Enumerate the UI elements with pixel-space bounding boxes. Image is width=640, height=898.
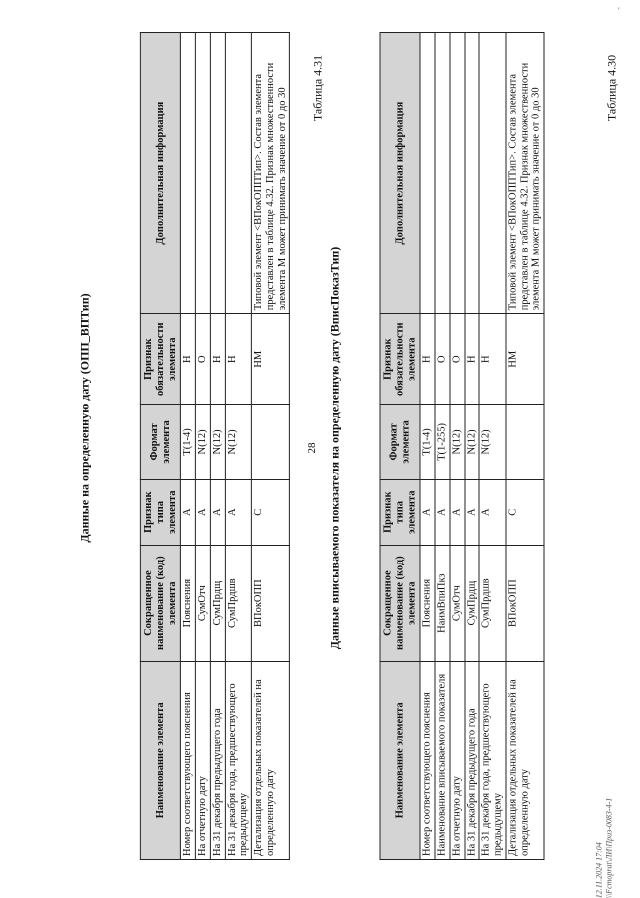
- cell-format: [506, 405, 544, 479]
- table-row: [479, 33, 506, 860]
- cell-type: А: [420, 479, 435, 545]
- header-type: Признак типа элемента: [140, 479, 180, 545]
- table-number-4-30: Таблица 4.30: [604, 54, 619, 122]
- cell-name: На 31 декабря года, предшествующего предыдущему: [479, 661, 506, 859]
- cell-type: А: [450, 479, 465, 545]
- cell-required: О: [435, 314, 450, 405]
- header-info: Дополнительная информация: [140, 33, 180, 314]
- table-4-30-container: [140, 32, 290, 860]
- table-row: [465, 33, 480, 860]
- cell-required: Н: [420, 314, 435, 405]
- cell-name: Номер соответствующего пояснения: [181, 661, 196, 859]
- document-footer: [595, 798, 616, 898]
- table-4-31: [380, 32, 545, 860]
- footer-timestamp: 12.11.2024 17:04: [594, 842, 604, 898]
- table-row: [225, 33, 252, 860]
- cell-info: [195, 33, 210, 314]
- table-header-row: [380, 33, 420, 860]
- table-row: [195, 33, 210, 860]
- table-4-30: [140, 32, 290, 860]
- cell-type: А: [465, 479, 480, 545]
- header-code: Сокращенное наименование (код) элемента: [140, 545, 180, 661]
- cell-name: Номер соответствующего пояснения: [420, 661, 435, 859]
- cell-type: А: [210, 479, 225, 545]
- table-row: [450, 33, 465, 860]
- cell-code: СумПрдшв: [479, 545, 506, 661]
- cell-type: С: [251, 479, 289, 545]
- cell-format: N(12): [450, 405, 465, 479]
- cell-info: [210, 33, 225, 314]
- header-format: Формат элемента: [140, 405, 180, 479]
- table-caption-4-30: Данные на определенную дату (ОПП_ВПТип): [77, 293, 92, 543]
- cell-required: Н: [225, 314, 252, 405]
- header-format: Формат элемента: [380, 405, 420, 479]
- cell-required: Н: [465, 314, 480, 405]
- cell-format: T(1-255): [435, 405, 450, 479]
- cell-info: [465, 33, 480, 314]
- table-row: [435, 33, 450, 860]
- table-4-31-container: [380, 32, 545, 860]
- header-name: Наименование элемента: [380, 661, 420, 859]
- header-name: Наименование элемента: [140, 661, 180, 859]
- cell-name: На отчетную дату: [450, 661, 465, 859]
- cell-info: [420, 33, 435, 314]
- cell-format: N(12): [210, 405, 225, 479]
- cell-format: N(12): [225, 405, 252, 479]
- cell-type: А: [435, 479, 450, 545]
- cell-code: ВПокОПП: [506, 545, 544, 661]
- cell-type: А: [225, 479, 252, 545]
- table-header-row: [140, 33, 180, 860]
- cell-type: А: [479, 479, 506, 545]
- cell-code: СумОтч: [450, 545, 465, 661]
- header-required: Признак обязательности элемента: [380, 314, 420, 405]
- cell-name: Детализация отдельных показателей на определенную дату: [506, 661, 544, 859]
- cell-info: [435, 33, 450, 314]
- header-code: Сокращенное наименование (код) элемента: [380, 545, 420, 661]
- table-number-4-31: Таблица 4.31: [310, 54, 325, 122]
- cell-code: СумОтч: [195, 545, 210, 661]
- table-row: [210, 33, 225, 860]
- cell-code: СумПрдшв: [225, 545, 252, 661]
- cell-format: [251, 405, 289, 479]
- cell-code: Пояснения: [420, 545, 435, 661]
- page-number: 28: [306, 442, 318, 454]
- table-row: [251, 33, 289, 860]
- cell-code: СумПрдщ: [465, 545, 480, 661]
- cell-format: T(1-4): [420, 405, 435, 479]
- table-caption-4-31: Данные вписываемого показателя на определенную дату (ВписПоказТип): [327, 246, 342, 650]
- corner-mark: ': [618, 6, 620, 16]
- cell-required: НМ: [251, 314, 289, 405]
- cell-name: На 31 декабря предыдущего года: [210, 661, 225, 859]
- cell-type: С: [506, 479, 544, 545]
- cell-required: О: [195, 314, 210, 405]
- cell-required: Н: [479, 314, 506, 405]
- cell-required: Н: [181, 314, 196, 405]
- cell-name: Детализация отдельных показателей на определенную дату: [251, 661, 289, 859]
- cell-info: [450, 33, 465, 314]
- cell-code: НаимВпиПкз: [435, 545, 450, 661]
- table-row: [181, 33, 196, 860]
- cell-info: [181, 33, 196, 314]
- cell-format: N(12): [479, 405, 506, 479]
- table-row: [420, 33, 435, 860]
- cell-type: А: [195, 479, 210, 545]
- cell-required: О: [450, 314, 465, 405]
- cell-code: Пояснения: [181, 545, 196, 661]
- table-row: [506, 33, 544, 860]
- cell-name: На 31 декабря года, предшествующего предыдущему: [225, 661, 252, 859]
- cell-name: На отчетную дату: [195, 661, 210, 859]
- cell-type: А: [181, 479, 196, 545]
- cell-code: СумПрдщ: [210, 545, 225, 661]
- cell-name: На 31 декабря предыдущего года: [465, 661, 480, 859]
- cell-required: НМ: [506, 314, 544, 405]
- header-required: Признак обязательности элемента: [140, 314, 180, 405]
- cell-info: [479, 33, 506, 314]
- cell-required: Н: [210, 314, 225, 405]
- cell-info: [225, 33, 252, 314]
- cell-info: Типовой элемент <ВПокОППТип>. Состав элемента представлен в таблице 4.32. Признак множественности элемента М может принимать значение от 0 до 30: [251, 33, 289, 314]
- cell-format: N(12): [465, 405, 480, 479]
- header-info: Дополнительная информация: [380, 33, 420, 314]
- cell-format: T(1-4): [181, 405, 196, 479]
- cell-format: N(12): [195, 405, 210, 479]
- cell-code: ВПокОПП: [251, 545, 289, 661]
- footer-path: \\Fcmoprat\ЛИ\Приз-0083-4-1: [605, 797, 614, 898]
- cell-name: Наименование вписываемого показателя: [435, 661, 450, 859]
- header-type: Признак типа элемента: [380, 479, 420, 545]
- cell-info: Типовой элемент <ВПокОППТип>. Состав элемента представлен в таблице 4.32. Признак множественности элемента М может принимать значение от 0 до 30: [506, 33, 544, 314]
